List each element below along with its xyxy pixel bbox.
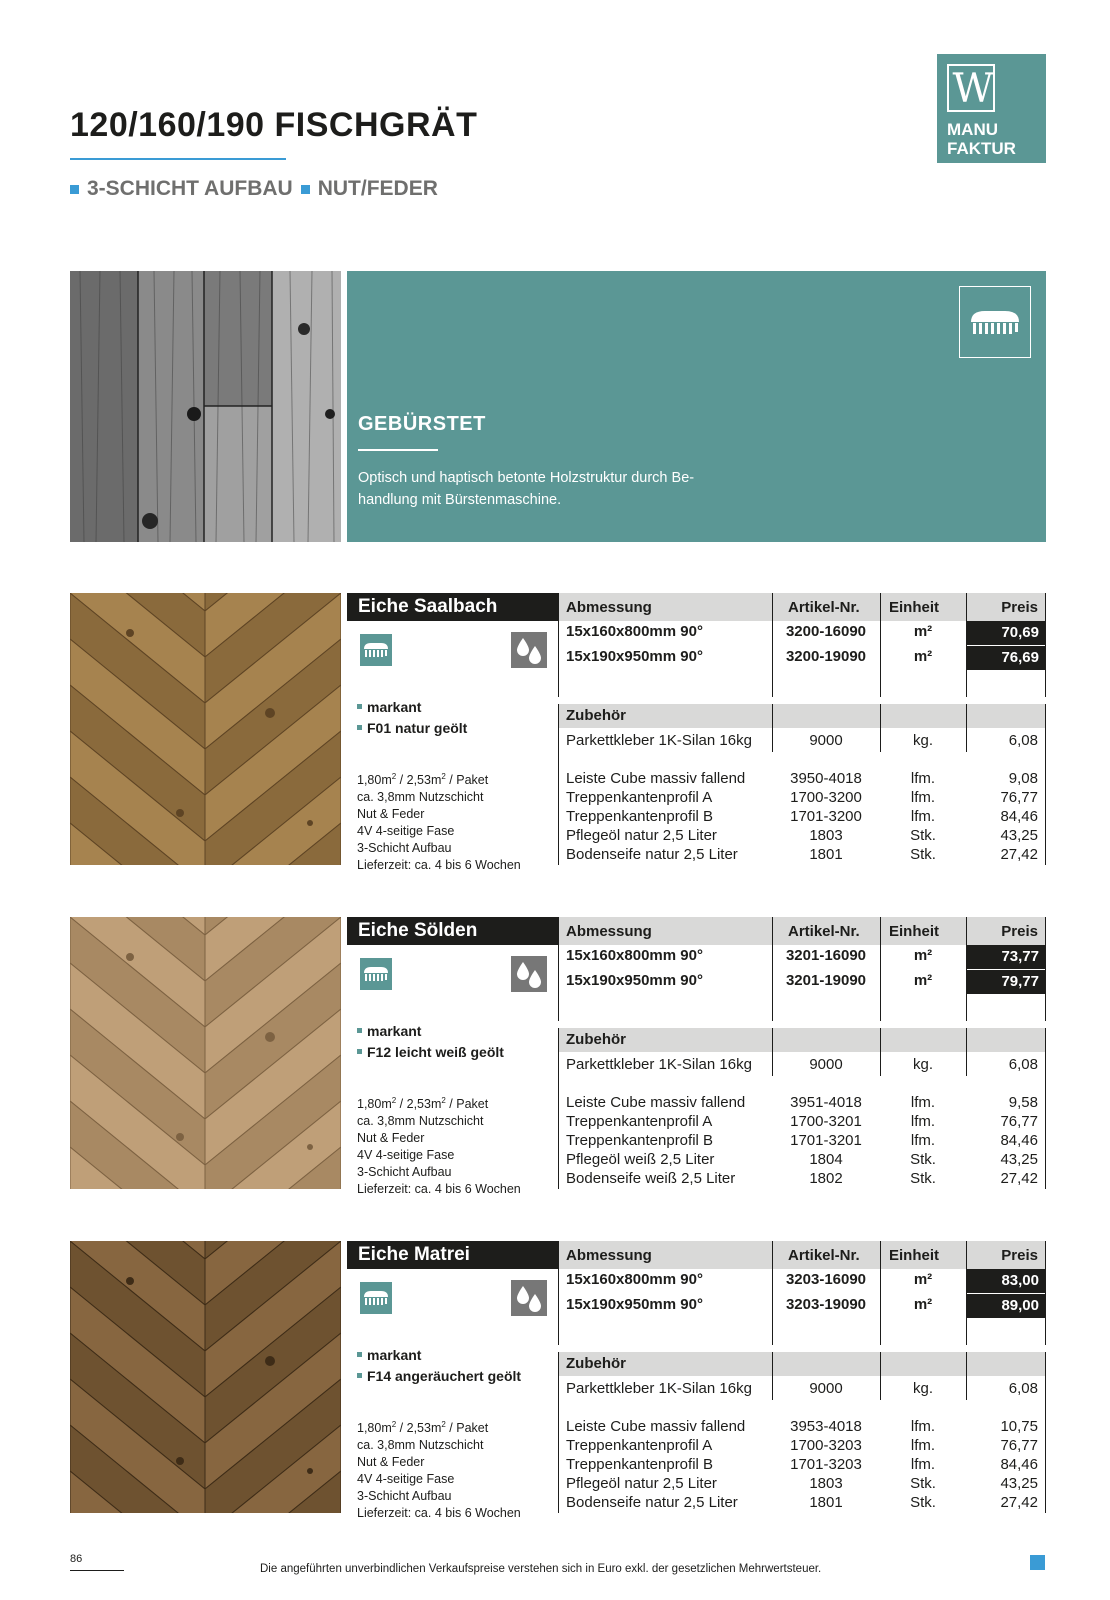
oil-drops-icon (511, 1280, 547, 1316)
table-divider (966, 1352, 967, 1400)
table-divider (880, 1241, 881, 1345)
table-divider (1045, 1241, 1046, 1345)
accessory-price: 43,25 (1000, 1475, 1038, 1492)
accessory-article: 9000 (809, 732, 843, 749)
variant-unit: m² (913, 648, 933, 665)
product-name: Eiche Matrei (347, 1241, 558, 1269)
accessory-article: 1801 (809, 1494, 843, 1511)
spec-line: ca. 3,8mm Nutzschicht (357, 790, 484, 805)
table-divider (966, 704, 967, 752)
table-divider (772, 917, 773, 1021)
spec-line: Nut & Feder (357, 1131, 425, 1146)
accessory-name: Parkettkleber 1K-Silan 16kg (566, 1380, 752, 1397)
herringbone-wood-image (70, 1241, 341, 1513)
accessory-name: Parkettkleber 1K-Silan 16kg (566, 1056, 752, 1073)
finish-heading: GEBÜRSTET (358, 413, 486, 435)
table-divider (558, 1400, 559, 1513)
accessory-unit: lfm. (910, 1113, 936, 1130)
table-divider (1045, 1028, 1046, 1076)
accessory-unit: Stk. (910, 846, 936, 863)
accessory-unit: lfm. (910, 1132, 936, 1149)
accessory-unit: Stk. (910, 827, 936, 844)
product-features (357, 1345, 521, 1387)
accessory-unit: lfm. (910, 1094, 936, 1111)
table-divider (558, 704, 559, 752)
table-divider (558, 1076, 559, 1189)
accessory-price: 27,42 (1000, 1494, 1038, 1511)
col-dimension-header: Abmessung (566, 1247, 652, 1264)
accessory-article: 1804 (809, 1151, 843, 1168)
feature-grade: markant (357, 1345, 521, 1366)
brush-icon (360, 1282, 392, 1314)
subtitle-construction: 3-SCHICHT AUFBAU (87, 177, 293, 200)
col-dimension-header: Abmessung (566, 599, 652, 616)
accessory-price: 6,08 (1008, 1380, 1038, 1397)
table-divider (966, 593, 967, 697)
variant-price: 79,77 (966, 970, 1046, 994)
accessories-header: Zubehör (566, 1031, 626, 1048)
accessory-name: Pflegeöl natur 2,5 Liter (566, 827, 717, 844)
product-section (70, 917, 1046, 1197)
accessory-name: Bodenseife natur 2,5 Liter (566, 846, 738, 863)
brush-icon (360, 634, 392, 666)
table-divider (880, 593, 881, 697)
accessory-article: 1701-3200 (790, 808, 862, 825)
price-table (558, 593, 1046, 865)
accessory-article: 1701-3203 (790, 1456, 862, 1473)
variant-unit: m² (913, 623, 933, 640)
accessory-name: Treppenkantenprofil A (566, 1437, 713, 1454)
accessory-price: 84,46 (1000, 1132, 1038, 1149)
variant-unit: m² (913, 1296, 933, 1313)
accessory-unit: lfm. (910, 1418, 936, 1435)
col-article-header: Artikel-Nr. (788, 1247, 860, 1264)
table-divider (966, 1241, 967, 1345)
spec-line: 4V 4-seitige Fase (357, 1148, 455, 1163)
spec-line: $1,80m^2 / 2,53m^2$ / Paket (357, 772, 489, 788)
accessory-article: 9000 (809, 1056, 843, 1073)
herringbone-wood-image (70, 593, 341, 865)
page-number: 86 (70, 1553, 83, 1565)
accessory-article: 1701-3201 (790, 1132, 862, 1149)
spec-line: Nut & Feder (357, 807, 425, 822)
finish-heading-rule (358, 449, 438, 451)
accessories-header-row (558, 1028, 1046, 1052)
table-divider (966, 917, 967, 1021)
title-underline (70, 158, 286, 160)
accessory-article: 1803 (809, 827, 843, 844)
manufaktur-logo (937, 54, 1046, 163)
oil-drops-icon (511, 632, 547, 668)
variant-dimension: 15x160x800mm 90° (566, 623, 703, 640)
spec-line: ca. 3,8mm Nutzschicht (357, 1114, 484, 1129)
accessory-price: 43,25 (1000, 1151, 1038, 1168)
accessory-article: 1802 (809, 1170, 843, 1187)
accessory-name: Pflegeöl natur 2,5 Liter (566, 1475, 717, 1492)
product-specs (357, 1416, 521, 1522)
spec-line: 3-Schicht Aufbau (357, 1165, 452, 1180)
variant-unit: m² (913, 972, 933, 989)
product-specs (357, 768, 521, 874)
table-divider (772, 1241, 773, 1345)
finish-description-panel (347, 271, 1046, 542)
col-article-header: Artikel-Nr. (788, 923, 860, 940)
accessory-unit: lfm. (910, 770, 936, 787)
accessories-header-row (558, 704, 1046, 728)
accessory-article: 3953-4018 (790, 1418, 862, 1435)
table-divider (1045, 704, 1046, 752)
accessory-unit: lfm. (910, 1456, 936, 1473)
table-divider (1045, 1352, 1046, 1400)
table-divider (1045, 917, 1046, 1021)
accessory-price: 27,42 (1000, 846, 1038, 863)
feature-finish: F12 leicht weiß geölt (357, 1042, 504, 1063)
accessory-price: 43,25 (1000, 827, 1038, 844)
accessory-article: 1700-3200 (790, 789, 862, 806)
product-specs (357, 1092, 521, 1198)
brush-icon (959, 286, 1031, 358)
spec-line: $1,80m^2 / 2,53m^2$ / Paket (357, 1420, 489, 1436)
table-divider (558, 1028, 559, 1076)
accessory-name: Leiste Cube massiv fallend (566, 1094, 746, 1111)
accessory-article: 1803 (809, 1475, 843, 1492)
accessory-price: 76,77 (1000, 1113, 1038, 1130)
spec-line: 4V 4-seitige Fase (357, 1472, 455, 1487)
logo-text: MANU FAKTUR (947, 120, 1016, 158)
product-name: Eiche Sölden (347, 917, 558, 945)
accessory-price: 10,75 (1000, 1418, 1038, 1435)
accessory-name: Bodenseife weiß 2,5 Liter (566, 1170, 736, 1187)
accessory-unit: kg. (912, 1380, 933, 1397)
accessory-unit: lfm. (910, 789, 936, 806)
subtitle-bullet (301, 185, 310, 194)
brush-icon (360, 958, 392, 990)
accessory-name: Treppenkantenprofil A (566, 1113, 713, 1130)
product-features (357, 697, 467, 739)
accessory-unit: Stk. (910, 1170, 936, 1187)
variant-article: 3200-16090 (785, 623, 867, 640)
accessory-price: 27,42 (1000, 1170, 1038, 1187)
variant-price: 73,77 (966, 945, 1046, 969)
accessory-name: Treppenkantenprofil B (566, 808, 714, 825)
accessory-name: Treppenkantenprofil B (566, 1132, 714, 1149)
variant-dimension: 15x160x800mm 90° (566, 947, 703, 964)
accessory-price: 84,46 (1000, 1456, 1038, 1473)
col-unit-header: Einheit (889, 923, 940, 940)
corner-marker (1030, 1555, 1045, 1570)
accessory-unit: lfm. (910, 808, 936, 825)
price-table (558, 1241, 1046, 1513)
brushed-wood-image (70, 271, 341, 542)
spec-line: Lieferzeit: ca. 4 bis 6 Wochen (357, 858, 521, 873)
variant-dimension: 15x190x950mm 90° (566, 1296, 703, 1313)
subtitle-bullet (70, 185, 79, 194)
accessory-price: 9,08 (1008, 770, 1038, 787)
table-divider (966, 1028, 967, 1076)
feature-grade: markant (357, 697, 467, 718)
spec-line: Lieferzeit: ca. 4 bis 6 Wochen (357, 1506, 521, 1521)
table-divider (1045, 752, 1046, 865)
variant-article: 3201-16090 (785, 947, 867, 964)
accessory-price: 6,08 (1008, 1056, 1038, 1073)
accessory-unit: kg. (912, 732, 933, 749)
accessory-name: Pflegeöl weiß 2,5 Liter (566, 1151, 715, 1168)
price-table (558, 917, 1046, 1189)
accessory-price: 6,08 (1008, 732, 1038, 749)
variant-price: 76,69 (966, 646, 1046, 670)
variant-price: 83,00 (966, 1269, 1046, 1293)
spec-line: Lieferzeit: ca. 4 bis 6 Wochen (357, 1182, 521, 1197)
page-title: 120/160/190 FISCHGRÄT (70, 106, 478, 144)
variant-dimension: 15x190x950mm 90° (566, 972, 703, 989)
subtitle (70, 177, 438, 201)
accessory-article: 3950-4018 (790, 770, 862, 787)
accessory-name: Leiste Cube massiv fallend (566, 1418, 746, 1435)
oil-drops-icon (511, 956, 547, 992)
table-divider (772, 593, 773, 697)
accessory-price: 84,46 (1000, 808, 1038, 825)
col-price-header: Preis (1001, 1247, 1038, 1264)
spec-line: $1,80m^2 / 2,53m^2$ / Paket (357, 1096, 489, 1112)
variant-dimension: 15x160x800mm 90° (566, 1271, 703, 1288)
accessory-name: Treppenkantenprofil A (566, 789, 713, 806)
product-features (357, 1021, 504, 1063)
product-section (70, 593, 1046, 873)
col-price-header: Preis (1001, 599, 1038, 616)
accessory-unit: kg. (912, 1056, 933, 1073)
product-section (70, 1241, 1046, 1521)
feature-finish: F14 angeräuchert geölt (357, 1366, 521, 1387)
feature-grade: markant (357, 1021, 504, 1042)
accessory-name: Parkettkleber 1K-Silan 16kg (566, 732, 752, 749)
table-divider (1045, 1076, 1046, 1189)
accessory-price: 76,77 (1000, 789, 1038, 806)
variant-price: 89,00 (966, 1294, 1046, 1318)
subtitle-joint: NUT/FEDER (317, 177, 438, 200)
accessory-price: 76,77 (1000, 1437, 1038, 1454)
finish-description: Optisch und haptisch betonte Holzstruktur durch Be- handlung mit Bürstenmaschine. (358, 470, 695, 508)
table-divider (880, 917, 881, 1021)
table-divider (1045, 1400, 1046, 1513)
spec-line: ca. 3,8mm Nutzschicht (357, 1438, 484, 1453)
table-divider (558, 917, 559, 1021)
price-disclaimer: Die angeführten unverbindlichen Verkaufspreise verstehen sich in Euro exkl. der gesetzlichen Mehrwertsteuer. (260, 1563, 822, 1575)
spec-line: 3-Schicht Aufbau (357, 1489, 452, 1504)
col-price-header: Preis (1001, 923, 1038, 940)
spec-line: Nut & Feder (357, 1455, 425, 1470)
accessory-unit: Stk. (910, 1475, 936, 1492)
col-dimension-header: Abmessung (566, 923, 652, 940)
table-divider (558, 1241, 559, 1345)
accessory-article: 3951-4018 (790, 1094, 862, 1111)
variant-article: 3200-19090 (785, 648, 867, 665)
accessory-price: 9,58 (1008, 1094, 1038, 1111)
variant-price: 70,69 (966, 621, 1046, 645)
accessory-article: 1700-3203 (790, 1437, 862, 1454)
page-number-rule (70, 1570, 124, 1571)
accessory-article: 9000 (809, 1380, 843, 1397)
table-divider (558, 1352, 559, 1400)
accessory-name: Leiste Cube massiv fallend (566, 770, 746, 787)
col-unit-header: Einheit (889, 599, 940, 616)
table-divider (558, 752, 559, 865)
accessories-header: Zubehör (566, 1355, 626, 1372)
feature-finish: F01 natur geölt (357, 718, 467, 739)
accessory-name: Treppenkantenprofil B (566, 1456, 714, 1473)
accessory-name: Bodenseife natur 2,5 Liter (566, 1494, 738, 1511)
accessory-article: 1801 (809, 846, 843, 863)
variant-article: 3203-19090 (785, 1296, 867, 1313)
spec-line: 4V 4-seitige Fase (357, 824, 455, 839)
variant-article: 3203-16090 (785, 1271, 867, 1288)
col-unit-header: Einheit (889, 1247, 940, 1264)
accessory-unit: Stk. (910, 1494, 936, 1511)
product-name: Eiche Saalbach (347, 593, 558, 621)
col-article-header: Artikel-Nr. (788, 599, 860, 616)
herringbone-wood-image (70, 917, 341, 1189)
table-divider (1045, 593, 1046, 697)
accessories-header-row (558, 1352, 1046, 1376)
variant-dimension: 15x190x950mm 90° (566, 648, 703, 665)
accessory-unit: Stk. (910, 1151, 936, 1168)
variant-unit: m² (913, 1271, 933, 1288)
accessory-unit: lfm. (910, 1437, 936, 1454)
accessories-header: Zubehör (566, 707, 626, 724)
variant-article: 3201-19090 (785, 972, 867, 989)
accessory-article: 1700-3201 (790, 1113, 862, 1130)
logo-mark: W (947, 64, 995, 112)
table-divider (558, 593, 559, 697)
spec-line: 3-Schicht Aufbau (357, 841, 452, 856)
variant-unit: m² (913, 947, 933, 964)
